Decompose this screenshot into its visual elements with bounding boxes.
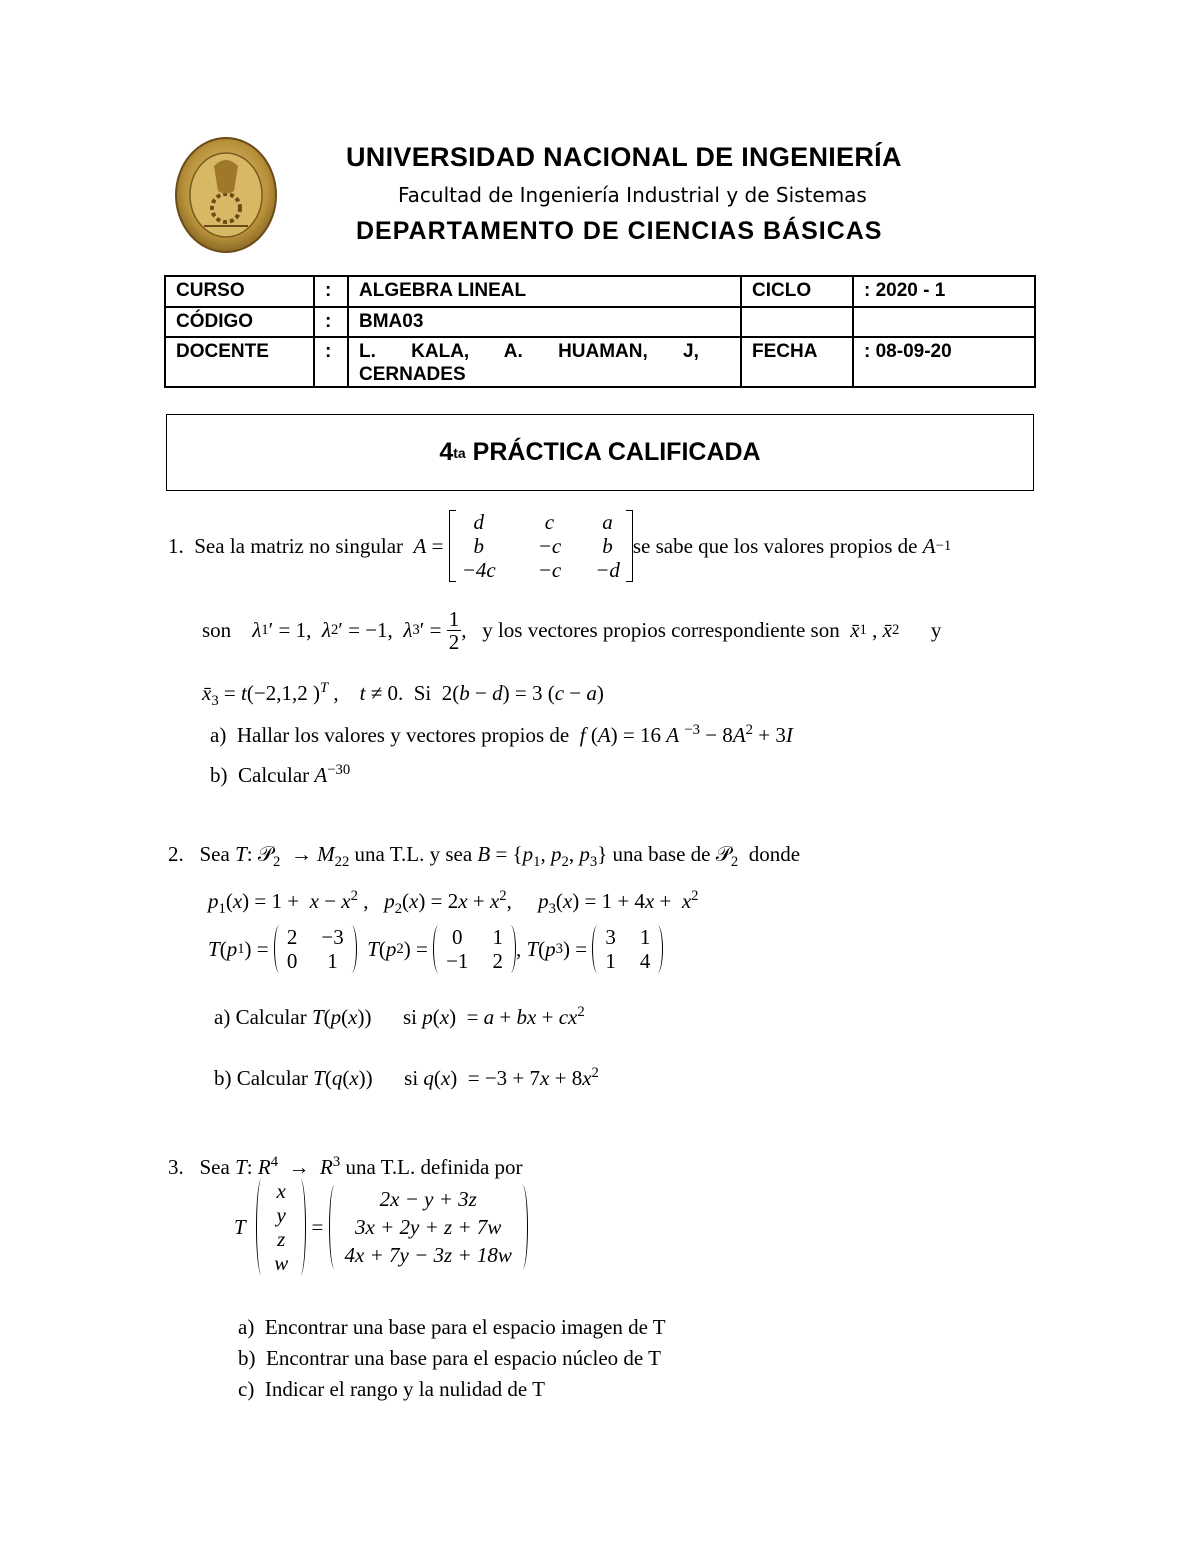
vector-image: 2x − y + 3z 3x + 2y + z + 7w 4x + 7y − 3z + 18w xyxy=(329,1185,528,1269)
matrix-cell: b xyxy=(473,534,484,558)
problem-2-part-b: b) Calcular T(q(x)) si $q(x) = -3 + 7x + 8x^2$ xyxy=(214,1065,599,1090)
cycle-label: CICLO xyxy=(741,276,853,307)
exam-title-box xyxy=(166,414,1034,491)
matrix-cell: d xyxy=(473,510,484,534)
problem-2-part-a: a) Calcular T(p(x)) si p(x) = a + bx + $cx^2$ xyxy=(214,1004,585,1029)
problem-1-after: se sabe que los valores propios de xyxy=(632,534,918,558)
problem-3-part-b: b) Encontrar una base para el espacio núcleo de T xyxy=(238,1346,661,1370)
department-name: DEPARTAMENTO DE CIENCIAS BÁSICAS xyxy=(356,217,883,245)
university-name: UNIVERSIDAD NACIONAL DE INGENIERÍA xyxy=(346,142,902,172)
y-text: y xyxy=(930,618,942,642)
code-label: CÓDIGO xyxy=(165,307,314,337)
date-label: FECHA xyxy=(741,337,853,387)
problem-3-part-a: a) Encontrar una base para el espacio imagen de T xyxy=(238,1315,666,1339)
son-label: son xyxy=(202,618,232,642)
course-info-table xyxy=(164,275,1036,388)
problem-1-intro: Sea la matriz no singular xyxy=(194,534,404,558)
date-value: : 08-09-20 xyxy=(853,337,1035,387)
cycle-value: : 2020 - 1 xyxy=(853,276,1035,307)
matrix-cell: b xyxy=(602,534,613,558)
colon: : xyxy=(314,276,348,307)
teacher-value xyxy=(348,337,741,387)
teacher-line-2: CERNADES xyxy=(359,364,466,385)
colon: : xyxy=(314,337,348,387)
problem-2-number: 2. xyxy=(168,842,184,866)
course-label: CURSO xyxy=(165,276,314,307)
problem-1-part-a: a) Hallar los valores y vectores propios de f (A) = 16 A $^{-3} - 8A^2 + 3I$ xyxy=(210,722,793,747)
matrix-cell: −d xyxy=(595,558,620,582)
empty-cell xyxy=(853,307,1035,337)
matrix-tp2: 0 1 −1 2 xyxy=(433,925,516,973)
empty-cell xyxy=(741,307,853,337)
matrix-tp1: 2 −3 0 1 xyxy=(274,925,357,973)
problem-1-eigen-line: son λ 1 ′ = 1, λ 2 ′ = −1, λ 3 ′ = $\frac{1}{2}$ , y los vectores propios correspondiente son x̄ 1 , x̄ 2 y xyxy=(202,606,942,654)
problem-2-images: T ( p 1 ) = 2 −3 0 1 T ( p 2 ) = 0 1 −1 2 , T ( p 3 ) = 3 1 1 4 xyxy=(208,922,663,976)
colon: : xyxy=(314,307,348,337)
course-value: ALGEBRA LINEAL xyxy=(348,276,741,307)
problem-2-statement: 2. Sea T: 𝒫$_2$ → $M_{22}$ una T.L. y sea $B = \{p_1$, $p_2$, $p_3$} una base de 𝒫$_2$ donde xyxy=(168,842,801,871)
faculty-name: Facultad de Ingeniería Industrial y de Sistemas xyxy=(398,183,867,207)
si-text: Si xyxy=(413,681,432,705)
matrix-cell: −4c xyxy=(461,558,496,582)
problem-1-number: 1. xyxy=(168,534,184,558)
problem-2-polynomials: $p_1(x) = 1 + x - x^2$ , $p_2(x) = 2x + x^2$, $p_3(x) = 1 + 4x + x^2$ xyxy=(208,888,699,918)
teacher-label: DOCENTE xyxy=(165,337,314,387)
problem-1-x3-line: $x̄_3 = t(-2,1,2$ )$^T$ , t ≠ 0. Si 2(b − d) = 3 (c − a) xyxy=(202,680,604,710)
problem-1-part-b: b) Calcular $A^{-30}$ xyxy=(210,762,351,787)
matrix-cell: c xyxy=(544,510,555,534)
vector-xyzw: x y z w xyxy=(256,1179,306,1275)
exam-ordinal: ta xyxy=(453,444,466,461)
problem-3-statement: 3. Sea T: $R^4 \to R^3$ una T.L. definida por xyxy=(168,1154,523,1179)
problem-1-statement: 1. Sea la matriz no singular A = d c a b −c b −4c −c −d se sabe que los valores propios de A −1 xyxy=(168,510,952,582)
matrix-cell: −c xyxy=(537,534,562,558)
problem-3-definition: T x y z w = 2x − y + 3z 3x + 2y + z + 7w 4x + 7y − 3z + 18w xyxy=(234,1176,528,1278)
code-value: BMA03 xyxy=(348,307,741,337)
matrix-a xyxy=(449,510,633,582)
matrix-cell: a xyxy=(602,510,613,534)
university-seal-logo xyxy=(174,136,278,254)
exam-title: PRÁCTICA CALIFICADA xyxy=(472,438,761,466)
matrix-tp3: 3 1 1 4 xyxy=(592,925,663,973)
problem-3-number: 3. xyxy=(168,1155,184,1179)
problem-3-part-c: c) Indicar el rango y la nulidad de T xyxy=(238,1377,545,1401)
teacher-line-1: L. KALA, A. HUAMAN, J, xyxy=(359,341,699,362)
vectors-text: y los vectores propios correspondiente son xyxy=(482,618,840,642)
matrix-cell: −c xyxy=(537,558,562,582)
exam-number: 4 xyxy=(439,438,454,466)
